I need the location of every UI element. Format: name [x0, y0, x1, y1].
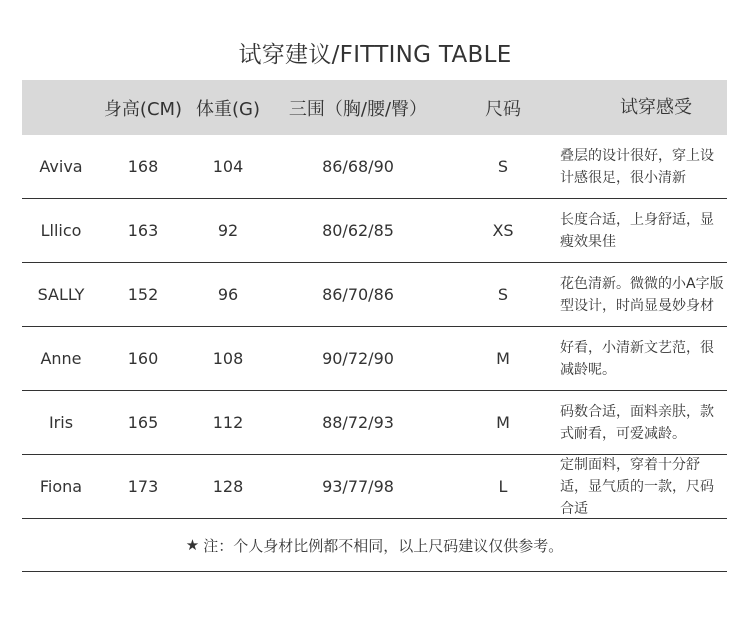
feedback-cell: 好看，小清新文艺范，很减龄呢。 [560, 339, 714, 378]
height-cell: 152 [127, 285, 159, 304]
size-cell: S [497, 157, 509, 176]
name-cell: Aviva [39, 157, 83, 176]
measurements-cell: 86/68/90 [322, 157, 394, 176]
note-text: 注：个人身材比例都不相同，以上尺码建议仅供参考。 [203, 536, 564, 555]
table-row [22, 263, 727, 327]
name-cell: SALLY [37, 285, 85, 304]
measurements-cell: 90/72/90 [322, 349, 394, 368]
table-row [22, 135, 727, 199]
feedback-cell: 叠层的设计很好，穿上设计感很足，很小清新 [560, 147, 714, 186]
header-measurements: 三围（胸/腰/臀） [288, 98, 428, 120]
size-cell: L [498, 477, 508, 496]
table-row [22, 455, 727, 519]
fitting-table [22, 80, 727, 572]
header-size: 尺码 [485, 98, 521, 120]
header-weight: 体重(G) [196, 98, 260, 120]
feedback-cell: 长度合适，上身舒适，显瘦效果佳 [560, 211, 714, 250]
measurements-cell: 80/62/85 [322, 221, 394, 240]
height-cell: 160 [127, 349, 159, 368]
table-row [22, 327, 727, 391]
note-row [22, 519, 727, 572]
height-cell: 163 [127, 221, 159, 240]
page-title: 试穿建议/FITTING TABLE [238, 42, 512, 68]
name-cell: Fiona [39, 477, 83, 496]
height-cell: 165 [127, 413, 159, 432]
measurements-cell: 88/72/93 [322, 413, 394, 432]
weight-cell: 108 [212, 349, 244, 368]
name-cell: Anne [40, 349, 82, 368]
size-cell: S [497, 285, 509, 304]
name-cell: Iris [48, 413, 74, 432]
feedback-cell: 花色清新。微微的小A字版型设计，时尚显曼妙身材 [560, 275, 724, 314]
star-icon: ★ [185, 536, 200, 554]
table-row [22, 199, 727, 263]
size-cell: XS [492, 221, 514, 240]
feedback-cell: 码数合适，面料亲肤，款式耐看，可爱减龄。 [560, 403, 714, 442]
name-cell: Lllico [40, 221, 82, 240]
size-cell: M [496, 413, 510, 432]
table-header [22, 80, 727, 135]
feedback-cell: 定制面料，穿着十分舒适，显气质的一款，尺码合适 [560, 456, 714, 517]
measurements-cell: 93/77/98 [322, 477, 394, 496]
header-height: 身高(CM) [103, 98, 183, 120]
weight-cell: 104 [212, 157, 244, 176]
header-feedback: 试穿感受 [620, 96, 692, 118]
weight-cell: 112 [212, 413, 244, 432]
height-cell: 168 [127, 157, 159, 176]
measurements-cell: 86/70/86 [322, 285, 394, 304]
weight-cell: 128 [212, 477, 244, 496]
height-cell: 173 [127, 477, 159, 496]
table-row [22, 391, 727, 455]
size-cell: M [496, 349, 510, 368]
weight-cell: 96 [217, 285, 239, 304]
weight-cell: 92 [217, 221, 239, 240]
